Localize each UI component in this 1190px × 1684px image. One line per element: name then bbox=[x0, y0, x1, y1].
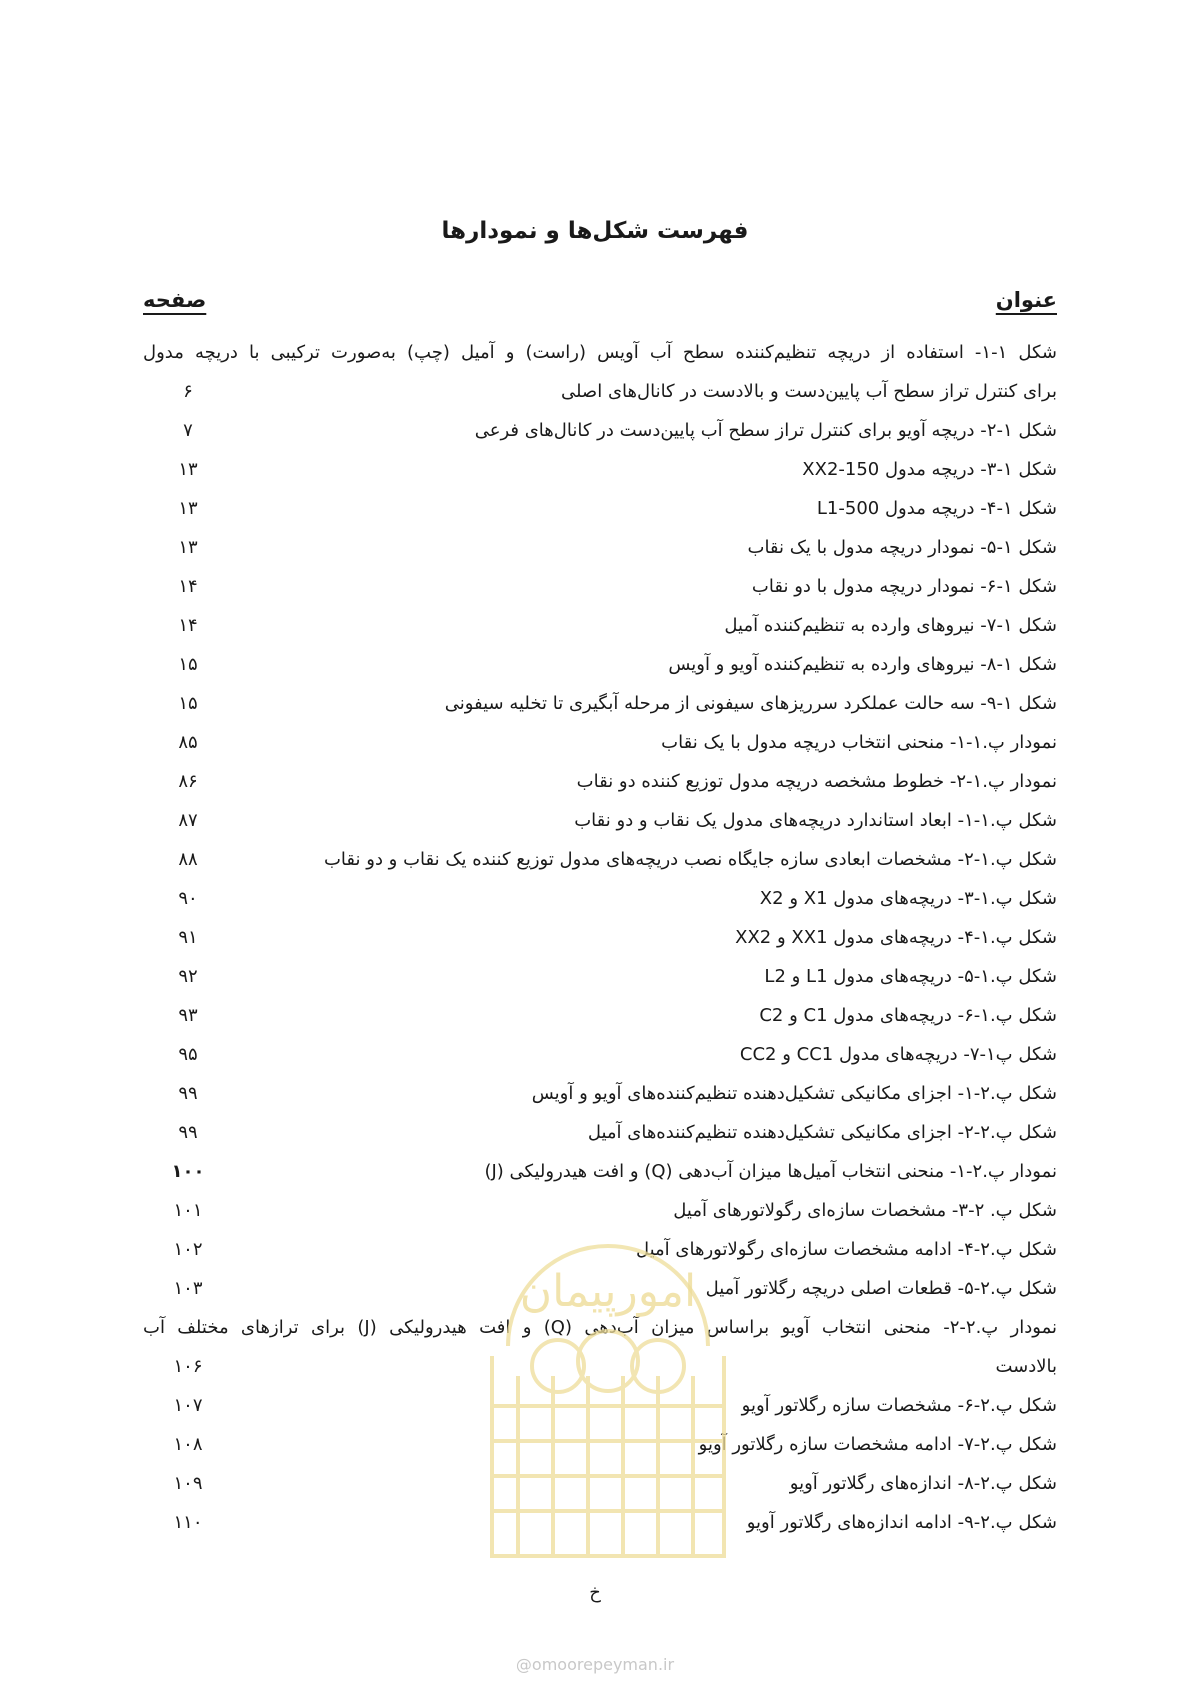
entry-page-number: ۹۳ bbox=[178, 1005, 198, 1026]
entry-page-number: ۱۳ bbox=[178, 498, 198, 519]
toc-entry bbox=[143, 957, 1057, 996]
entry-title: شکل ۱-۵- نمودار دریچه مدول با یک نقاب bbox=[747, 537, 1057, 558]
entry-title: نمودار پ.۲-۲- منحنی انتخاب آویو براساس میزان آب‌دهی (Q) و افت هیدرولیکی (J) برای ترازهای مختلف آب bbox=[143, 1317, 1058, 1338]
entry-title: شکل پ.۱-۱- ابعاد استاندارد دریچه‌های مدول یک نقاب و دو نقاب bbox=[574, 810, 1057, 831]
toc-entry bbox=[143, 801, 1057, 840]
entry-title: شکل پ.۲-۸- اندازه‌های رگلاتور آویو bbox=[789, 1473, 1057, 1494]
toc-entry bbox=[143, 411, 1057, 450]
toc-entry bbox=[143, 1035, 1057, 1074]
entry-page-number: ۱۴ bbox=[178, 576, 198, 597]
entry-page-number: ۱۰۹ bbox=[173, 1473, 203, 1494]
entry-title: شکل پ. ۲-۳- مشخصات سازه‌ای رگولاتورهای آمیل bbox=[673, 1200, 1057, 1221]
toc-entry bbox=[143, 1113, 1057, 1152]
entry-page-number: ۱۰۳ bbox=[173, 1278, 203, 1299]
entry-page-number: ۸۶ bbox=[178, 771, 198, 792]
entry-title: شکل ۱-۱- استفاده از دریچه تنظیم‌کننده سطح آب آویس (راست) و آمیل (چپ) به‌صورت ترکیبی با دریچه مدول bbox=[143, 342, 1057, 363]
entry-title-continued: بالادست bbox=[995, 1356, 1057, 1377]
entry-title: شکل پ.۱-۵- دریچه‌های مدول L1 و L2 bbox=[764, 966, 1057, 987]
column-header-title: عنوان bbox=[995, 288, 1057, 312]
toc-entry bbox=[143, 528, 1057, 567]
toc-entry bbox=[143, 1503, 1057, 1542]
entry-title: شکل ۱-۹- سه حالت عملکرد سرریزهای سیفونی از مرحله آبگیری تا تخلیه سیفونی bbox=[444, 693, 1057, 714]
entry-page-number: ۱۵ bbox=[178, 654, 198, 675]
entry-title: شکل پ.۱-۲- مشخصات ابعادی سازه جایگاه نصب دریچه‌های مدول توزیع کننده یک نقاب و دو نقاب bbox=[323, 849, 1057, 870]
entry-title: شکل پ.۲-۹- ادامه اندازه‌های رگلاتور آویو bbox=[746, 1512, 1057, 1533]
entry-title: شکل پ.۲-۱- اجزای مکانیکی تشکیل‌دهنده تنظیم‌کننده‌های آویو و آویس bbox=[531, 1083, 1057, 1104]
toc-entry bbox=[143, 1191, 1057, 1230]
entry-title: شکل پ.۱-۶- دریچه‌های مدول C1 و C2 bbox=[759, 1005, 1057, 1026]
toc-entry bbox=[143, 762, 1057, 801]
toc-entry bbox=[143, 996, 1057, 1035]
watermark-url: @omoorepeyman.ir bbox=[515, 1655, 675, 1674]
toc-entry bbox=[143, 723, 1057, 762]
entry-page-number: ۱۳ bbox=[178, 459, 198, 480]
entry-page-number: ۹۲ bbox=[178, 966, 198, 987]
entry-title: شکل پ.۲-۵- قطعات اصلی دریچه رگلاتور آمیل bbox=[705, 1278, 1057, 1299]
entry-page-number: ۶ bbox=[183, 381, 193, 402]
toc-entry bbox=[143, 840, 1057, 879]
entry-title: شکل پ.۲-۶- مشخصات سازه رگلاتور آویو bbox=[741, 1395, 1057, 1416]
entry-title: شکل پ.۱-۴- دریچه‌های مدول XX1 و XX2 bbox=[735, 927, 1057, 948]
entry-page-number: ۱۳ bbox=[178, 537, 198, 558]
toc-entry bbox=[143, 489, 1057, 528]
entry-page-number: ۹۰ bbox=[178, 888, 198, 909]
toc-entry bbox=[143, 918, 1057, 957]
entry-title: نمودار پ.۱-۲- خطوط مشخصه دریچه مدول توزیع کننده دو نقاب bbox=[576, 771, 1057, 792]
entry-title-continued: برای کنترل تراز سطح آب پایین‌دست و بالادست در کانال‌های اصلی bbox=[560, 381, 1057, 402]
entry-title: نمودار پ.۲-۱- منحنی انتخاب آمیل‌ها میزان آب‌دهی (Q) و افت هیدرولیکی (J) bbox=[484, 1161, 1057, 1182]
toc-entry bbox=[143, 1269, 1057, 1308]
toc-entry bbox=[143, 1464, 1057, 1503]
toc-entry bbox=[143, 645, 1057, 684]
column-header-page: صفحه bbox=[143, 288, 207, 312]
page-number: خ bbox=[589, 1582, 601, 1603]
toc-entry bbox=[143, 567, 1057, 606]
toc-entry bbox=[143, 1308, 1057, 1386]
watermark-brand: امورپیمان bbox=[519, 1266, 697, 1317]
toc-entry bbox=[143, 1425, 1057, 1464]
toc-entry bbox=[143, 879, 1057, 918]
entry-page-number: ۹۹ bbox=[178, 1122, 198, 1143]
entry-page-number: ۱۵ bbox=[178, 693, 198, 714]
toc-entry bbox=[143, 450, 1057, 489]
entry-title: شکل پ.۱-۳- دریچه‌های مدول X1 و X2 bbox=[759, 888, 1057, 909]
entry-title: شکل ۱-۳- دریچه مدول XX2-150 bbox=[802, 459, 1057, 480]
toc-entry bbox=[143, 684, 1057, 723]
entry-page-number: ۸۷ bbox=[178, 810, 198, 831]
entry-page-number: ۸۸ bbox=[178, 849, 198, 870]
entry-page-number: ۱۰۷ bbox=[173, 1395, 203, 1416]
entry-page-number: ۹۱ bbox=[178, 927, 198, 948]
toc-entry bbox=[143, 1152, 1057, 1191]
entry-page-number: ۱۰۸ bbox=[173, 1434, 203, 1455]
entry-page-number: ۱۱۰ bbox=[173, 1512, 203, 1533]
entry-title: شکل ۱-۴- دریچه مدول L1-500 bbox=[816, 498, 1057, 519]
toc-entry bbox=[143, 1074, 1057, 1113]
entry-page-number: ۱۰۰ bbox=[171, 1161, 205, 1182]
toc-entry bbox=[143, 1386, 1057, 1425]
entry-page-number: ۹۵ bbox=[178, 1044, 198, 1065]
entry-title: شکل ۱-۲- دریچه آویو برای کنترل تراز سطح آب پایین‌دست در کانال‌های فرعی bbox=[474, 420, 1057, 441]
entry-page-number: ۱۰۶ bbox=[173, 1356, 203, 1377]
entry-title: نمودار پ.۱-۱- منحنی انتخاب دریچه مدول با یک نقاب bbox=[661, 732, 1057, 753]
page-title: فهرست شکل‌ها و نمودارها bbox=[441, 218, 749, 244]
entry-title: شکل ۱-۶- نمودار دریچه مدول با دو نقاب bbox=[751, 576, 1057, 597]
entry-page-number: ۱۰۲ bbox=[173, 1239, 203, 1260]
entry-title: شکل ۱-۸- نیروهای وارده به تنظیم‌کننده آویو و آویس bbox=[668, 654, 1057, 675]
toc-entry bbox=[143, 606, 1057, 645]
entry-page-number: ۱۰۱ bbox=[173, 1200, 203, 1221]
entry-title: شکل پ.۲-۴- ادامه مشخصات سازه‌ای رگولاتورهای آمیل bbox=[635, 1239, 1057, 1260]
entry-title: شکل پ.۲-۲- اجزای مکانیکی تشکیل‌دهنده تنظیم‌کننده‌های آمیل bbox=[587, 1122, 1057, 1143]
entry-page-number: ۷ bbox=[183, 420, 193, 441]
toc-entry bbox=[143, 1230, 1057, 1269]
toc-entry bbox=[143, 333, 1057, 411]
entry-page-number: ۹۹ bbox=[178, 1083, 198, 1104]
entry-title: شکل پ۱-۷- دریچه‌های مدول CC1 و CC2 bbox=[739, 1044, 1057, 1065]
entry-title: شکل ۱-۷- نیروهای وارده به تنظیم‌کننده آمیل bbox=[724, 615, 1057, 636]
entry-page-number: ۱۴ bbox=[178, 615, 198, 636]
figures-list bbox=[143, 333, 1057, 1542]
entry-title: شکل پ.۲-۷- ادامه مشخصات سازه رگلاتور آویو bbox=[698, 1434, 1057, 1455]
entry-page-number: ۸۵ bbox=[178, 732, 198, 753]
